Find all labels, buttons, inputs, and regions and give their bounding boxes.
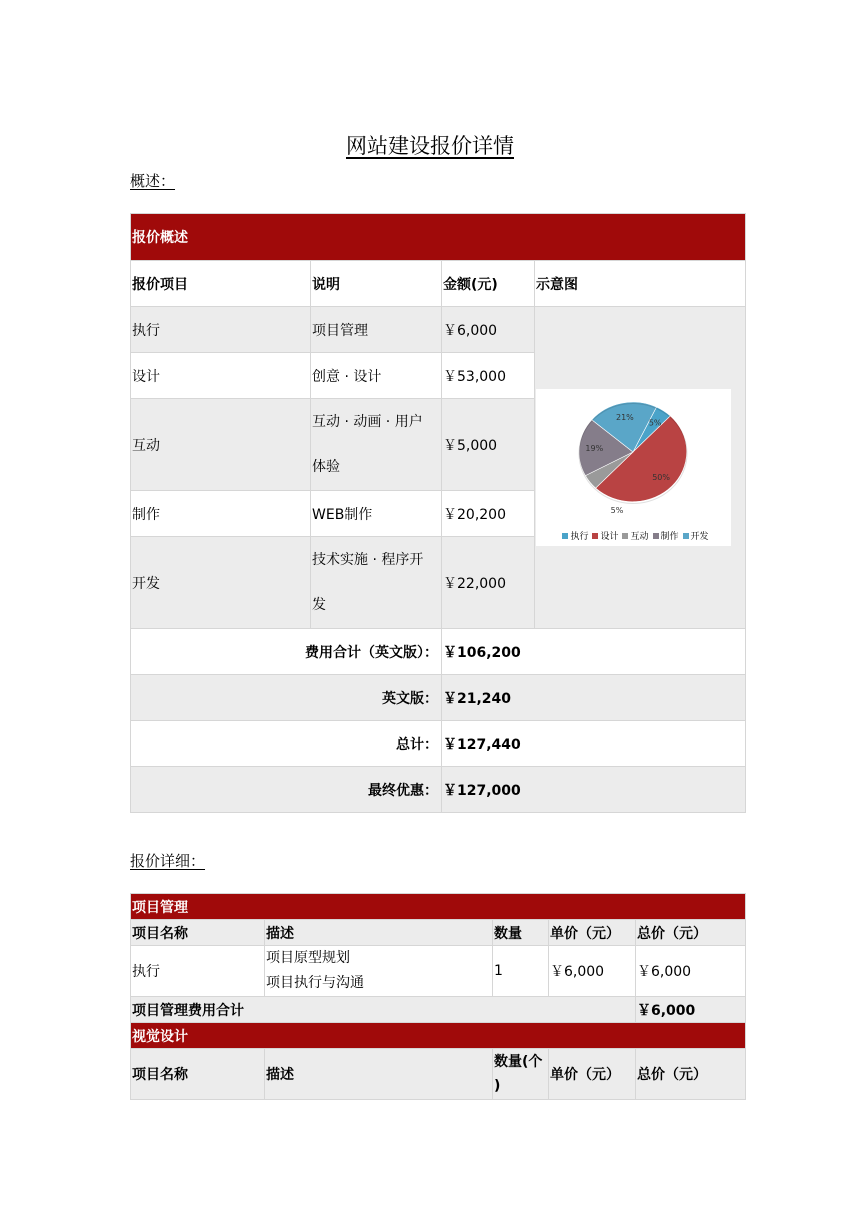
table-row: [131, 307, 746, 353]
total-value: ￥21,240: [442, 675, 746, 721]
legend-label: 设计: [600, 532, 619, 542]
row-name: 执行: [131, 946, 265, 997]
total-row: [131, 675, 746, 721]
row-desc: WEB制作: [311, 491, 442, 537]
legend-swatch: [622, 533, 628, 539]
details-label: 报价详细：: [130, 852, 206, 870]
col-header-total: 总价（元）: [636, 1049, 746, 1100]
row-desc: [311, 399, 442, 491]
total-row: [131, 721, 746, 767]
summary-header: 报价概述: [131, 214, 746, 261]
row-desc: [265, 946, 493, 997]
row-desc: 项目管理: [311, 307, 442, 353]
row-desc-line: 发: [312, 596, 326, 613]
row-item: 开发: [131, 537, 311, 629]
row-item: 制作: [131, 491, 311, 537]
pie-data-label: 5%: [610, 506, 624, 515]
col-header-name: 项目名称: [131, 920, 265, 946]
row-desc: 创意 · 设计: [311, 353, 442, 399]
pie-data-label: 5%: [648, 418, 662, 428]
pie-chart-svg: [536, 389, 731, 529]
col-header-desc: 说明: [311, 261, 442, 307]
row-unit: ￥6,000: [549, 946, 636, 997]
pie-chart-cell: [535, 307, 746, 629]
col-header-qty-line: 数量(个: [494, 1054, 543, 1070]
summary-table: [130, 213, 746, 813]
col-header-qty: 数量: [493, 920, 549, 946]
legend-swatch: [683, 533, 689, 539]
row-desc-line: 体验: [312, 458, 340, 475]
total-value: ￥127,440: [442, 721, 746, 767]
row-item: 互动: [131, 399, 311, 491]
subtotal-row: [131, 997, 746, 1023]
col-header-chart: 示意图: [535, 261, 746, 307]
col-header-unit: 单价（元）: [549, 1049, 636, 1100]
table-row: [131, 946, 746, 997]
row-item: 设计: [131, 353, 311, 399]
legend-label: 制作: [660, 532, 679, 542]
legend-label: 执行: [570, 532, 589, 542]
detail-table: [130, 893, 746, 1100]
col-header-amount: 金额(元): [442, 261, 535, 307]
chart-legend: [536, 529, 731, 542]
col-header-item: 报价项目: [131, 261, 311, 307]
row-desc: [311, 537, 442, 629]
row-qty: 1: [493, 946, 549, 997]
row-total: ￥6,000: [636, 946, 746, 997]
row-desc-line: 互动 · 动画 · 用户: [312, 413, 423, 430]
overview-label: 概述：: [130, 172, 176, 190]
document-title: 网站建设报价详情: [346, 134, 514, 158]
total-value: ￥106,200: [442, 629, 746, 675]
project-mgmt-header: 项目管理: [131, 894, 746, 920]
row-amount: ￥22,000: [442, 537, 535, 629]
col-header-name: 项目名称: [131, 1049, 265, 1100]
col-header-qty-line: ): [494, 1078, 501, 1094]
visual-design-header: 视觉设计: [131, 1023, 746, 1049]
col-header-total: 总价（元）: [636, 920, 746, 946]
total-label: 费用合计（英文版）：: [131, 629, 442, 675]
col-header-qty: [493, 1049, 549, 1100]
total-row: [131, 629, 746, 675]
total-row: [131, 767, 746, 813]
row-item: 执行: [131, 307, 311, 353]
legend-swatch: [562, 533, 568, 539]
row-desc-line: 项目执行与沟通: [266, 975, 364, 991]
pie-chart: [536, 389, 731, 546]
legend-label: 开发: [690, 532, 709, 542]
pie-data-label: 50%: [652, 472, 670, 482]
row-amount: ￥5,000: [442, 399, 535, 491]
pie-data-label: 19%: [585, 444, 604, 454]
total-label: 总计：: [131, 721, 442, 767]
row-desc-line: 项目原型规划: [266, 950, 350, 966]
pie-data-label: 21%: [616, 412, 634, 422]
row-amount: ￥20,200: [442, 491, 535, 537]
row-amount: ￥53,000: [442, 353, 535, 399]
row-desc-line: 技术实施 · 程序开: [312, 551, 424, 568]
subtotal-label: 项目管理费用合计: [131, 997, 636, 1023]
col-header-desc: 描述: [265, 1049, 493, 1100]
legend-label: 互动: [630, 532, 649, 542]
total-value: ￥127,000: [442, 767, 746, 813]
row-amount: ￥6,000: [442, 307, 535, 353]
subtotal-value: ￥6,000: [636, 997, 746, 1023]
total-label: 英文版：: [131, 675, 442, 721]
col-header-desc: 描述: [265, 920, 493, 946]
col-header-unit: 单价（元）: [549, 920, 636, 946]
total-label: 最终优惠：: [131, 767, 442, 813]
legend-swatch: [653, 533, 659, 539]
legend-swatch: [592, 533, 598, 539]
